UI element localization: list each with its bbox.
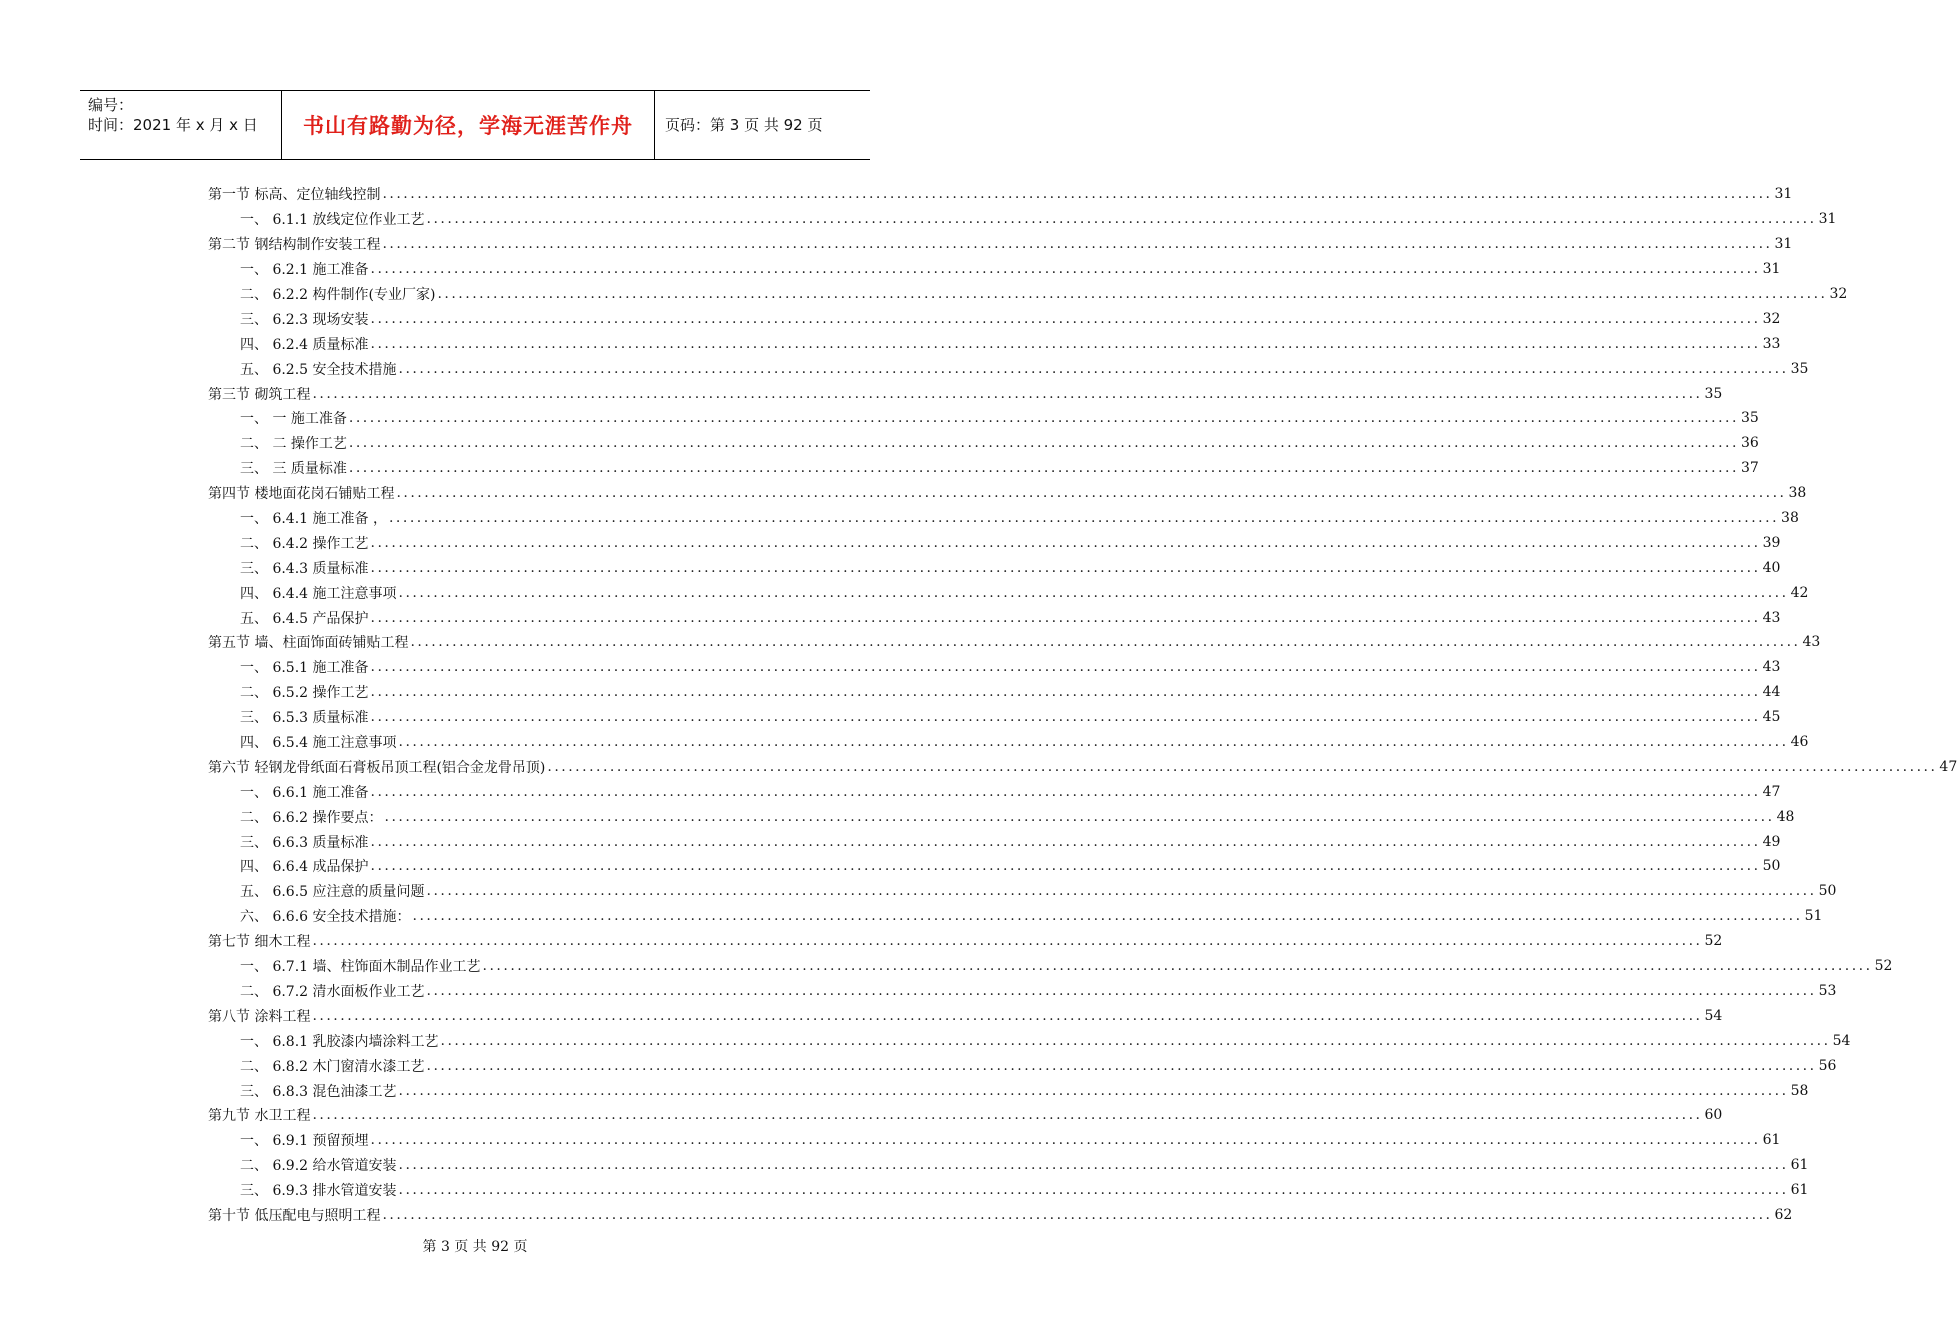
toc-leader-dots: ........................................................................................................................................................................................................: [370, 534, 1761, 551]
toc-entry-title: 第七节 细木工程: [208, 934, 311, 951]
toc-entry-page: 58: [1790, 1082, 1809, 1099]
toc-entry-page: 35: [1704, 385, 1723, 402]
toc-entry[interactable]: [208, 1178, 1809, 1203]
toc-entry-page: 45: [1762, 709, 1781, 726]
toc-leader-dots: ........................................................................................................................................................................................................: [412, 908, 1803, 925]
toc-entry-title: 二、 6.4.2 操作工艺: [240, 535, 369, 552]
toc-entry-page: 38: [1788, 485, 1807, 502]
toc-entry-page: 31: [1762, 261, 1781, 278]
toc-entry-page: 32: [1829, 286, 1848, 302]
toc-entry[interactable]: [208, 406, 1759, 431]
toc-leader-dots: ........................................................................................................................................................................................................: [426, 982, 1817, 999]
toc-entry-title: 二、 6.2.2 构件制作(专业厂家): [240, 287, 436, 303]
toc-entry-title: 一、 6.7.1 墙、柱饰面木制品作业工艺: [240, 959, 481, 976]
toc-leader-dots: ........................................................................................................................................................................................................: [382, 186, 1773, 203]
toc-entry-title: 第四节 楼地面花岗石铺贴工程: [208, 486, 395, 503]
toc-entry-title: 三、 6.9.3 排水管道安装: [240, 1183, 397, 1200]
toc-entry-page: 52: [1704, 933, 1723, 950]
toc-leader-dots: ........................................................................................................................................................................................................: [370, 783, 1761, 800]
header-page-cell: [655, 91, 870, 159]
toc-entry[interactable]: [208, 1078, 1809, 1103]
toc-entry[interactable]: [208, 580, 1809, 605]
toc-leader-dots: ........................................................................................................................................................................................................: [370, 858, 1761, 875]
toc-entry[interactable]: [208, 1153, 1809, 1178]
toc-entry-title: 四、 6.4.4 施工注意事项: [240, 585, 397, 602]
toc-entry-page: 42: [1790, 584, 1809, 601]
toc-leader-dots: ........................................................................................................................................................................................................: [437, 286, 1828, 302]
toc-leader-dots: ........................................................................................................................................................................................................: [398, 360, 1789, 377]
toc-entry-title: 三、 6.4.3 质量标准: [240, 560, 369, 577]
toc-entry[interactable]: [208, 381, 1723, 406]
toc-entry-title: 三、 三 质量标准: [240, 461, 347, 478]
toc-leader-dots: ........................................................................................................................................................................................................: [547, 758, 1938, 775]
toc-entry-title: 一、 6.8.1 乳胶漆内墙涂料工艺: [240, 1033, 439, 1050]
toc-leader-dots: ........................................................................................................................................................................................................: [348, 435, 1739, 452]
toc-entry[interactable]: [208, 456, 1759, 481]
toc-entry[interactable]: [208, 605, 1781, 630]
toc-entry[interactable]: [208, 979, 1837, 1004]
toc-leader-dots: ........................................................................................................................................................................................................: [312, 1107, 1703, 1124]
toc-leader-dots: ........................................................................................................................................................................................................: [382, 1206, 1773, 1223]
toc-entry[interactable]: [208, 1053, 1837, 1078]
toc-leader-dots: ........................................................................................................................................................................................................: [370, 1132, 1761, 1149]
toc-entry-page: 52: [1874, 958, 1893, 975]
toc-entry[interactable]: [208, 1003, 1723, 1028]
toc-leader-dots: ........................................................................................................................................................................................................: [382, 236, 1773, 253]
toc-leader-dots: ........................................................................................................................................................................................................: [370, 609, 1761, 626]
toc-leader-dots: ........................................................................................................................................................................................................: [348, 460, 1739, 477]
toc-entry-page: 31: [1774, 186, 1793, 203]
toc-entry-title: 五、 6.4.5 产品保护: [240, 610, 369, 627]
toc-entry-title: 二、 二 操作工艺: [240, 436, 347, 453]
toc-entry-title: 一、 6.9.1 预留预埋: [240, 1133, 369, 1150]
toc-entry[interactable]: [208, 804, 1795, 829]
toc-entry-title: 一、 一 施工准备: [240, 411, 347, 428]
toc-entry[interactable]: [208, 854, 1781, 879]
toc-entry[interactable]: [208, 182, 1793, 207]
toc-entry-title: 第一节 标高、定位轴线控制: [208, 187, 381, 204]
toc-entry-page: 51: [1804, 908, 1823, 925]
toc-entry-page: 61: [1790, 1157, 1809, 1174]
toc-entry[interactable]: [208, 356, 1809, 381]
toc-entry-title: 一、 6.6.1 施工准备: [240, 784, 369, 801]
toc-entry-title: 五、 6.6.5 应注意的质量问题: [240, 884, 425, 901]
header-motto-cell: [282, 91, 655, 159]
toc-entry[interactable]: [208, 481, 1807, 506]
toc-entry-page: 40: [1762, 559, 1781, 576]
toc-leader-dots: ........................................................................................................................................................................................................: [370, 310, 1761, 327]
toc-entry-page: 47: [1762, 783, 1781, 800]
toc-entry-page: 54: [1832, 1032, 1851, 1049]
toc-entry-page: 49: [1762, 833, 1781, 850]
toc-entry-title: 四、 6.2.4 质量标准: [240, 336, 369, 353]
toc-leader-dots: ........................................................................................................................................................................................................: [370, 709, 1761, 726]
toc-entry[interactable]: [208, 506, 1799, 531]
toc-entry-page: 56: [1818, 1057, 1837, 1074]
toc-entry[interactable]: [208, 779, 1781, 804]
toc-entry-page: 35: [1740, 410, 1759, 427]
toc-entry-title: 第八节 涂料工程: [208, 1008, 311, 1025]
toc-entry-page: 50: [1818, 883, 1837, 900]
toc-entry[interactable]: [208, 730, 1809, 755]
toc-entry[interactable]: [208, 207, 1837, 232]
toc-leader-dots: ........................................................................................................................................................................................................: [398, 734, 1789, 751]
toc-leader-dots: ........................................................................................................................................................................................................: [426, 1057, 1817, 1074]
toc-leader-dots: ........................................................................................................................................................................................................: [398, 1182, 1789, 1199]
toc-leader-dots: ........................................................................................................................................................................................................: [370, 261, 1761, 278]
toc-leader-dots: ........................................................................................................................................................................................................: [410, 634, 1801, 651]
toc-leader-dots: ........................................................................................................................................................................................................: [388, 510, 1780, 527]
toc-entry[interactable]: [208, 879, 1837, 904]
toc-entry-title: 第六节 轻钢龙骨纸面石膏板吊顶工程(铝合金龙骨吊顶): [208, 759, 546, 776]
toc-entry-title: 一、 6.1.1 放线定位作业工艺: [240, 212, 425, 229]
toc-entry-page: 44: [1762, 684, 1781, 701]
toc-leader-dots: ........................................................................................................................................................................................................: [398, 584, 1789, 601]
toc-leader-dots: ........................................................................................................................................................................................................: [370, 659, 1761, 676]
toc-entry-page: 47: [1939, 758, 1957, 775]
toc-entry[interactable]: [208, 306, 1781, 331]
toc-leader-dots: ........................................................................................................................................................................................................: [396, 485, 1787, 502]
toc-entry-title: 第九节 水卫工程: [208, 1108, 311, 1125]
toc-entry-page: 61: [1790, 1182, 1809, 1199]
toc-entry[interactable]: [208, 630, 1821, 655]
toc-entry-page: 61: [1762, 1132, 1781, 1149]
toc-entry[interactable]: [208, 431, 1759, 456]
toc-entry-title: 三、 6.6.3 质量标准: [240, 834, 369, 851]
toc-entry-title: 二、 6.8.2 木门窗清水漆工艺: [240, 1058, 425, 1075]
toc-entry[interactable]: [208, 754, 1957, 779]
toc-entry-title: 五、 6.2.5 安全技术措施: [240, 361, 397, 378]
header-motto: 书山有路勤为径，学海无涯苦作舟: [303, 114, 633, 138]
date-label: 时间：2021 年 x 月 x 日: [88, 116, 258, 134]
toc-entry[interactable]: [208, 257, 1781, 282]
toc-leader-dots: ........................................................................................................................................................................................................: [482, 958, 1873, 975]
toc-entry[interactable]: [208, 655, 1781, 680]
page-footer: 第 3 页 共 92 页: [422, 1239, 528, 1255]
toc-entry-title: 三、 6.5.3 质量标准: [240, 710, 369, 727]
serial-number-label: 编号：: [88, 96, 134, 114]
toc-entry-page: 43: [1802, 634, 1821, 651]
toc-entry[interactable]: [208, 282, 1848, 307]
toc-entry[interactable]: [208, 705, 1781, 730]
toc-entry-page: 36: [1740, 435, 1759, 452]
toc-entry[interactable]: [208, 530, 1781, 555]
toc-leader-dots: ........................................................................................................................................................................................................: [426, 211, 1817, 228]
toc-leader-dots: ........................................................................................................................................................................................................: [348, 410, 1739, 427]
toc-entry-page: 35: [1790, 360, 1809, 377]
table-of-contents: [208, 182, 1957, 1227]
toc-entry-title: 二、 6.6.2 操作要点：: [240, 809, 383, 826]
toc-entry-title: 四、 6.6.4 成品保护: [240, 859, 369, 876]
toc-leader-dots: ........................................................................................................................................................................................................: [384, 808, 1775, 825]
toc-entry-title: 一、 6.4.1 施工准备 ，: [240, 511, 387, 528]
toc-entry-page: 54: [1704, 1007, 1723, 1024]
toc-entry[interactable]: [208, 929, 1723, 954]
toc-entry-title: 三、 6.8.3 混色油漆工艺: [240, 1083, 397, 1100]
toc-entry[interactable]: [208, 904, 1823, 929]
toc-entry-page: 32: [1762, 310, 1781, 327]
toc-entry-page: 62: [1774, 1206, 1793, 1223]
toc-entry-page: 43: [1762, 609, 1781, 626]
toc-entry-title: 二、 6.5.2 操作工艺: [240, 685, 369, 702]
toc-entry[interactable]: [208, 1028, 1851, 1053]
toc-leader-dots: ........................................................................................................................................................................................................: [370, 833, 1761, 850]
toc-entry-title: 第二节 钢结构制作安装工程: [208, 237, 381, 254]
toc-entry-page: 48: [1776, 808, 1795, 825]
toc-entry[interactable]: [208, 331, 1781, 356]
toc-entry[interactable]: [208, 1203, 1793, 1228]
toc-entry[interactable]: [208, 232, 1793, 257]
toc-leader-dots: ........................................................................................................................................................................................................: [370, 559, 1761, 576]
toc-leader-dots: ........................................................................................................................................................................................................: [312, 1007, 1703, 1024]
toc-leader-dots: ........................................................................................................................................................................................................: [370, 335, 1761, 352]
toc-entry-page: 31: [1774, 236, 1793, 253]
toc-entry-title: 六、 6.6.6 安全技术措施：: [240, 909, 411, 926]
toc-entry-page: 60: [1704, 1107, 1723, 1124]
toc-entry-page: 31: [1818, 211, 1837, 228]
page-header: [80, 90, 870, 160]
toc-entry-title: 第五节 墙、柱面饰面砖铺贴工程: [208, 635, 409, 652]
toc-leader-dots: ........................................................................................................................................................................................................: [398, 1157, 1789, 1174]
toc-entry-page: 50: [1762, 858, 1781, 875]
toc-entry-page: 39: [1762, 534, 1781, 551]
toc-entry[interactable]: [208, 555, 1781, 580]
toc-entry-title: 一、 6.5.1 施工准备: [240, 660, 369, 677]
toc-entry-page: 38: [1781, 510, 1799, 527]
header-page-info: 页码：第 3 页 共 92 页: [665, 116, 823, 134]
toc-entry[interactable]: [208, 954, 1893, 979]
toc-entry[interactable]: [208, 1103, 1723, 1128]
toc-leader-dots: ........................................................................................................................................................................................................: [440, 1032, 1831, 1049]
toc-entry-page: 37: [1740, 460, 1759, 477]
toc-leader-dots: ........................................................................................................................................................................................................: [312, 385, 1703, 402]
toc-entry-title: 第十节 低压配电与照明工程: [208, 1207, 381, 1224]
toc-entry-page: 43: [1762, 659, 1781, 676]
toc-entry-title: 二、 6.9.2 给水管道安装: [240, 1158, 397, 1175]
toc-entry[interactable]: [208, 829, 1781, 854]
toc-entry-title: 一、 6.2.1 施工准备: [240, 262, 369, 279]
toc-entry-page: 33: [1762, 335, 1781, 352]
toc-entry-title: 第三节 砌筑工程: [208, 386, 311, 403]
toc-entry-page: 53: [1818, 982, 1837, 999]
toc-entry-title: 二、 6.7.2 清水面板作业工艺: [240, 983, 425, 1000]
toc-entry-page: 46: [1790, 734, 1809, 751]
toc-entry[interactable]: [208, 1128, 1781, 1153]
toc-leader-dots: ........................................................................................................................................................................................................: [426, 883, 1817, 900]
toc-entry[interactable]: [208, 680, 1781, 705]
header-left-cell: [80, 91, 282, 159]
toc-entry-title: 四、 6.5.4 施工注意事项: [240, 735, 397, 752]
toc-entry-title: 三、 6.2.3 现场安装: [240, 311, 369, 328]
toc-leader-dots: ........................................................................................................................................................................................................: [370, 684, 1761, 701]
toc-leader-dots: ........................................................................................................................................................................................................: [312, 933, 1703, 950]
toc-leader-dots: ........................................................................................................................................................................................................: [398, 1082, 1789, 1099]
